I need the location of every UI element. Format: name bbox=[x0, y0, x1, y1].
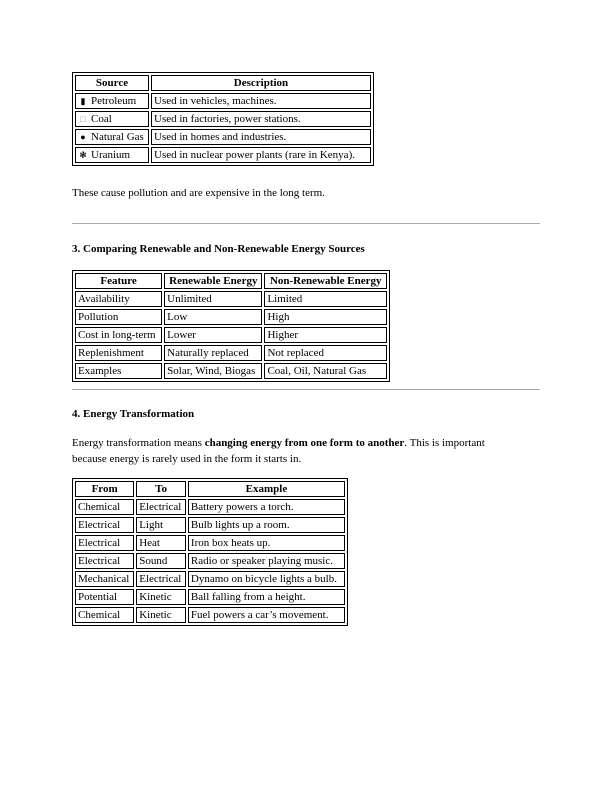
drop-icon: ● bbox=[80, 132, 86, 142]
table-header-row bbox=[75, 273, 387, 289]
table-cell: Examples bbox=[75, 363, 162, 379]
table-cell: Ball falling from a height. bbox=[188, 589, 345, 605]
table-cell: Heat bbox=[136, 535, 186, 551]
table-cell: Cost in long-term bbox=[75, 327, 162, 343]
table-cell: Chemical bbox=[75, 607, 134, 623]
intro-text: . This is important bbox=[404, 437, 485, 449]
table-row bbox=[75, 111, 371, 127]
table-cell: Potential bbox=[75, 589, 134, 605]
section-heading: 4. Energy Transformation bbox=[72, 408, 195, 420]
source-cell bbox=[75, 147, 149, 163]
table-row bbox=[75, 309, 387, 325]
source-label: Petroleum bbox=[91, 95, 137, 107]
table-row bbox=[75, 535, 345, 551]
source-label: Uranium bbox=[91, 149, 131, 161]
column-header: Renewable Energy bbox=[164, 273, 262, 289]
source-label: Coal bbox=[91, 113, 112, 125]
column-header: Source bbox=[75, 75, 149, 91]
description-cell: Used in homes and industries. bbox=[151, 129, 371, 145]
table-cell: Battery powers a torch. bbox=[188, 499, 345, 515]
table-cell: Not replaced bbox=[264, 345, 387, 361]
table-cell: Pollution bbox=[75, 309, 162, 325]
table-cell: Electrical bbox=[136, 499, 186, 515]
energy-sources-table bbox=[72, 72, 374, 166]
table-row bbox=[75, 517, 345, 533]
table-row bbox=[75, 553, 345, 569]
table-row bbox=[75, 363, 387, 379]
comparison-table bbox=[72, 270, 390, 382]
intro-emphasis: changing energy from one form to another bbox=[204, 437, 405, 449]
table-cell: Mechanical bbox=[75, 571, 134, 587]
table-cell: Sound bbox=[136, 553, 186, 569]
table-cell: Dynamo on bicycle lights a bulb. bbox=[188, 571, 345, 587]
section-heading: 3. Comparing Renewable and Non-Renewable Energy Sources bbox=[72, 243, 365, 255]
divider bbox=[72, 223, 540, 224]
table-cell: Chemical bbox=[75, 499, 134, 515]
intro-paragraph bbox=[72, 435, 485, 467]
table-cell: Fuel powers a car’s movement. bbox=[188, 607, 345, 623]
table-row bbox=[75, 345, 387, 361]
table-cell: Electrical bbox=[75, 553, 134, 569]
table-row bbox=[75, 327, 387, 343]
description-cell: Used in factories, power stations. bbox=[151, 111, 371, 127]
table-cell: Unlimited bbox=[164, 291, 262, 307]
table-cell: Radio or speaker playing music. bbox=[188, 553, 345, 569]
table-cell: High bbox=[264, 309, 387, 325]
table-cell: Coal, Oil, Natural Gas bbox=[264, 363, 387, 379]
source-cell bbox=[75, 111, 149, 127]
intro-text: Energy transformation means bbox=[72, 437, 205, 449]
table-cell: Low bbox=[164, 309, 262, 325]
table-cell: Bulb lights up a room. bbox=[188, 517, 345, 533]
table-cell: Iron box heats up. bbox=[188, 535, 345, 551]
table-header-row bbox=[75, 481, 345, 497]
table-cell: Kinetic bbox=[136, 589, 186, 605]
table-header-row bbox=[75, 75, 371, 91]
pollution-note: These cause pollution and are expensive in the long term. bbox=[72, 187, 325, 199]
transformation-table bbox=[72, 478, 348, 626]
intro-text: because energy is rarely used in the form it starts in. bbox=[72, 453, 302, 465]
table-row bbox=[75, 607, 345, 623]
table-cell: Replenishment bbox=[75, 345, 162, 361]
fuel-icon: ▮ bbox=[80, 96, 86, 106]
divider bbox=[72, 389, 540, 390]
table-row bbox=[75, 589, 345, 605]
table-row bbox=[75, 147, 371, 163]
description-cell: Used in nuclear power plants (rare in Kenya). bbox=[151, 147, 371, 163]
column-header: To bbox=[136, 481, 186, 497]
table-cell: Lower bbox=[164, 327, 262, 343]
column-header: From bbox=[75, 481, 134, 497]
table-cell: Electrical bbox=[136, 571, 186, 587]
table-cell: Limited bbox=[264, 291, 387, 307]
column-header: Example bbox=[188, 481, 345, 497]
table-row bbox=[75, 93, 371, 109]
table-row bbox=[75, 129, 371, 145]
table-row bbox=[75, 571, 345, 587]
source-cell bbox=[75, 93, 149, 109]
source-cell bbox=[75, 129, 149, 145]
table-row bbox=[75, 499, 345, 515]
table-cell: Solar, Wind, Biogas bbox=[164, 363, 262, 379]
column-header: Feature bbox=[75, 273, 162, 289]
atom-icon: ❃ bbox=[79, 150, 87, 160]
table-cell: Electrical bbox=[75, 535, 134, 551]
table-cell: Naturally replaced bbox=[164, 345, 262, 361]
table-cell: Light bbox=[136, 517, 186, 533]
description-cell: Used in vehicles, machines. bbox=[151, 93, 371, 109]
source-label: Natural Gas bbox=[91, 131, 144, 143]
table-cell: Kinetic bbox=[136, 607, 186, 623]
table-cell: Electrical bbox=[75, 517, 134, 533]
table-cell: Availability bbox=[75, 291, 162, 307]
column-header: Non-Renewable Energy bbox=[264, 273, 387, 289]
column-header: Description bbox=[151, 75, 371, 91]
missing-glyph-icon: □ bbox=[80, 114, 86, 124]
table-row bbox=[75, 291, 387, 307]
table-cell: Higher bbox=[264, 327, 387, 343]
